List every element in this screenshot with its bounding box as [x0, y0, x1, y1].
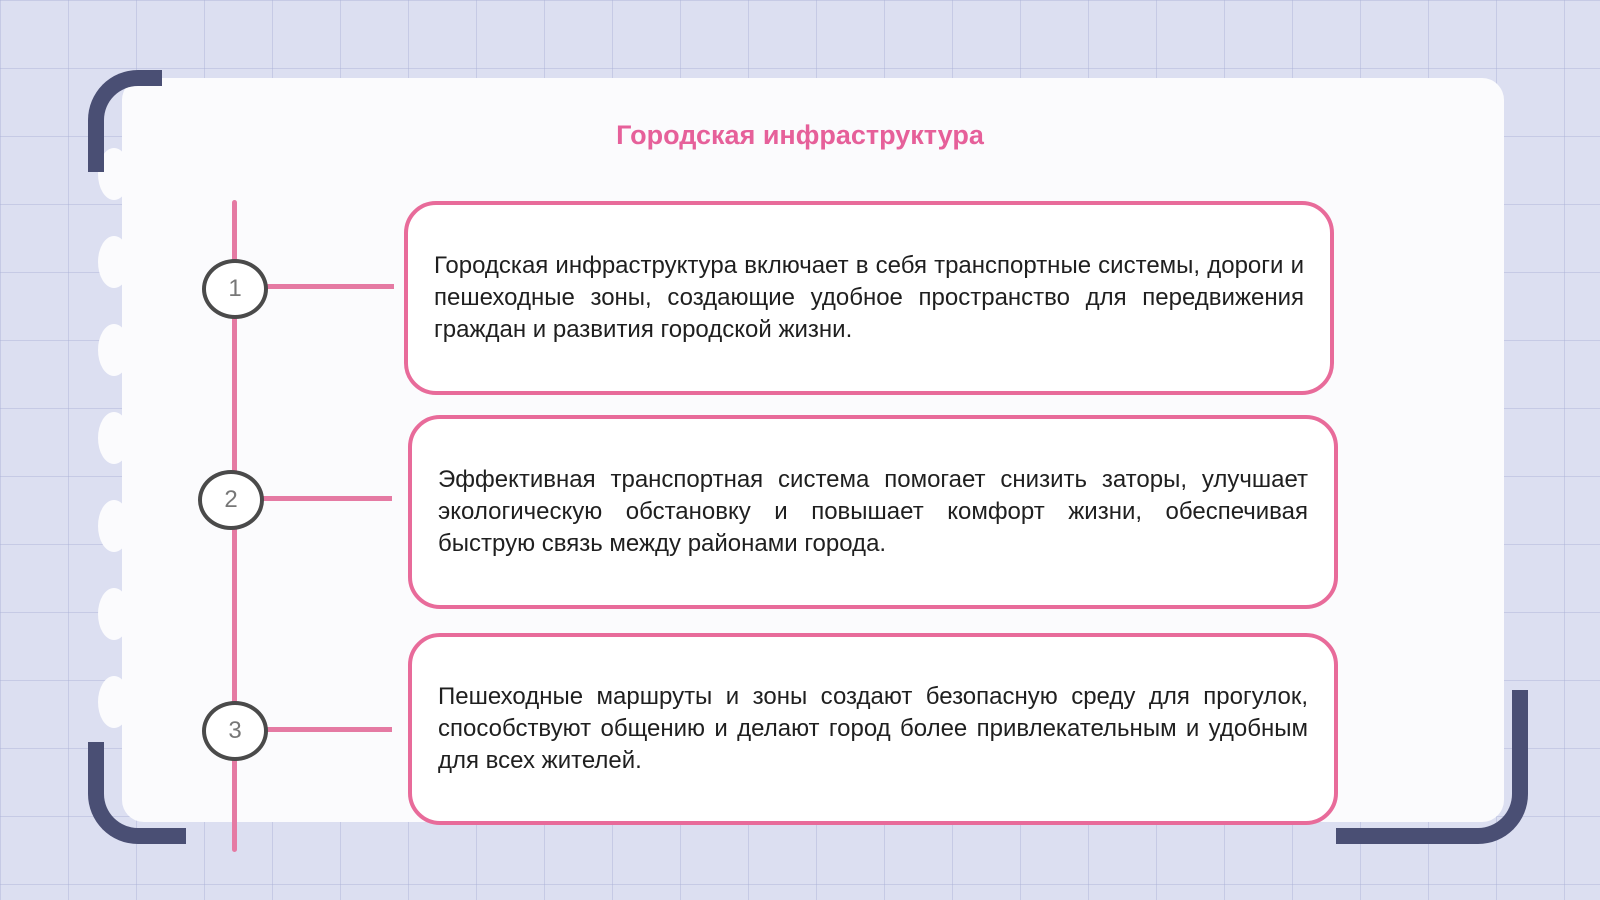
card-edge-notch — [98, 676, 130, 728]
step-marker-1: 1 — [202, 259, 268, 319]
card-edge-notch — [98, 588, 130, 640]
step-text-2: Эффективная транспортная система помогает снизить заторы, улучшает экологическую обстановку и повышает комфорт жизни, обеспечивая быструю связь между районами города. — [438, 466, 1308, 557]
corner-bracket-bottom-right — [1336, 690, 1528, 844]
card-edge-notch — [98, 500, 130, 552]
step-card-1 — [404, 201, 1334, 395]
card-edge-notch — [98, 324, 130, 376]
step-card-2 — [408, 415, 1338, 609]
card-edge-notch — [98, 412, 130, 464]
timeline-connector — [266, 284, 394, 289]
timeline-connector — [262, 496, 392, 501]
step-marker-3: 3 — [202, 701, 268, 761]
corner-bracket-bottom-left — [88, 742, 186, 844]
step-marker-2: 2 — [198, 470, 264, 530]
slide-title: Городская инфраструктура — [616, 120, 984, 150]
step-text-3: Пешеходные маршруты и зоны создают безопасную среду для прогулок, способствуют общению и делают город более привлекательным и удобным для всех жителей. — [438, 683, 1308, 774]
timeline-connector — [266, 727, 392, 732]
card-edge-notch — [98, 236, 130, 288]
step-text-1: Городская инфраструктура включает в себя транспортные системы, дороги и пешеходные зоны, создающие удобное пространство для передвижения граждан и развития городской жизни. — [434, 252, 1304, 343]
step-card-3 — [408, 633, 1338, 825]
